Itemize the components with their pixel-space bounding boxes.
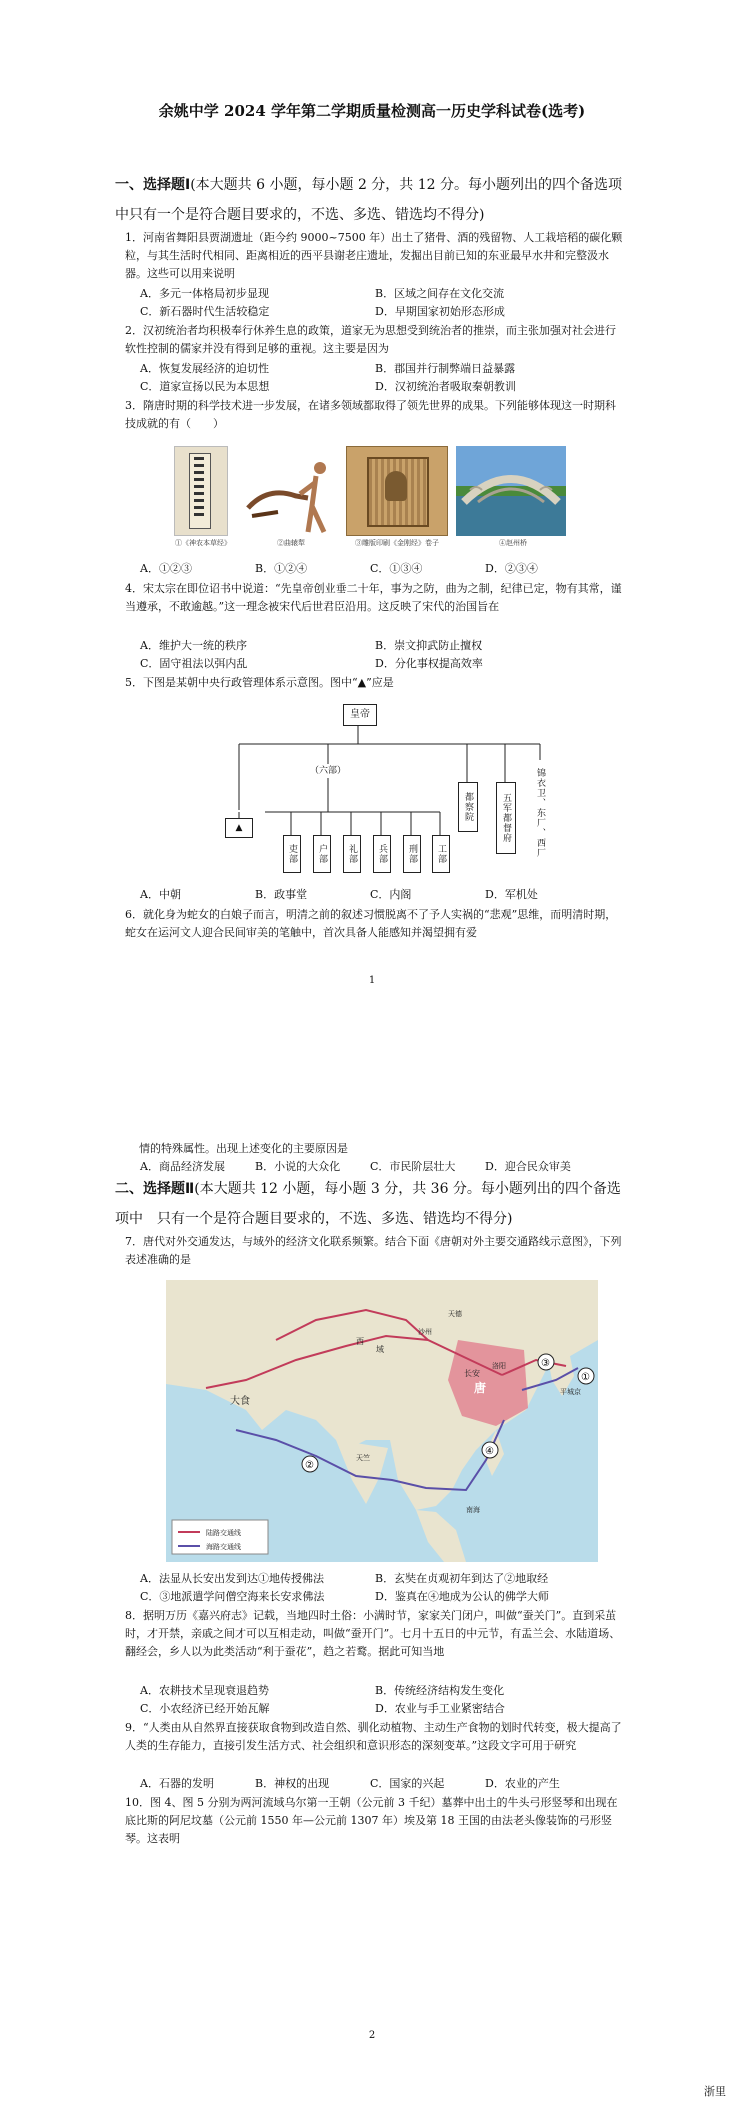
q2-option-a[interactable]: A．恢复发展经济的迫切性 (140, 362, 269, 375)
question-3-images (170, 446, 610, 551)
q2-option-b[interactable]: B．郡国并行制弊端日益暴露 (375, 362, 516, 375)
section1-heading-text: (本大题共 6 小题，每小题 2 分，共 12 分。每小题列出的四个备选项中只有一个是符合题目要求的，不选、多选、错选均不得分) (115, 177, 623, 223)
map-marker-4: ④ (485, 1446, 494, 1457)
question-8-options (140, 1682, 610, 1718)
q3-caption-3: ③雕版印刷《金刚经》卷子 (355, 539, 439, 547)
legend-sea-route: 海路交通线 (206, 1543, 241, 1551)
q1-option-a[interactable]: A．多元一体格局初步显现 (140, 287, 269, 300)
q6-option-d[interactable]: D．迎合民众审美 (485, 1160, 571, 1173)
map-label-yu: 域 (376, 1345, 384, 1354)
section2-heading (115, 1174, 630, 1234)
q4-option-a[interactable]: A．维护大一统的秩序 (140, 639, 247, 652)
diamond-sutra-print-image (346, 446, 448, 536)
q7-option-d[interactable]: D．鉴真在④地成为公认的佛学大师 (375, 1590, 549, 1603)
map-label-tang: 唐 (474, 1381, 487, 1395)
question-3-options (140, 560, 610, 578)
corner-watermark: 浙里 (704, 2085, 726, 2098)
q3-caption-1: ①《神农本草经》 (175, 539, 231, 547)
map-label-shazhou: 沙州 (418, 1328, 432, 1336)
question-1-options (140, 285, 610, 321)
section2-heading-bold: 二、选择题Ⅱ (115, 1181, 195, 1197)
ministry-war: 兵部 (373, 835, 391, 873)
triangle-box: ▲ (225, 818, 253, 838)
q5-option-d[interactable]: D．军机处 (485, 888, 538, 901)
q7-option-a[interactable]: A．法显从长安出发到达①地传授佛法 (140, 1572, 324, 1585)
question-5-stem: 5．下图是某朝中央行政管理体系示意图。图中“▲”应是 (125, 676, 394, 689)
map-label-nanhai: 南海 (466, 1506, 480, 1514)
ministry-justice: 刑部 (403, 835, 421, 873)
q5-option-c[interactable]: C．内阁 (370, 888, 412, 901)
q6-option-b[interactable]: B．小说的大众化 (255, 1160, 341, 1173)
ministry-rites: 礼部 (343, 835, 361, 873)
zhaozhou-bridge-image (456, 446, 566, 536)
q1-option-d[interactable]: D．早期国家初始形态形成 (375, 305, 505, 318)
q1-option-b[interactable]: B．区域之间存在文化交流 (375, 287, 505, 300)
ministry-personnel: 吏部 (283, 835, 301, 873)
duchayuan-box: 都察院 (458, 782, 478, 832)
q3-option-b[interactable]: B．①②④ (255, 562, 308, 575)
tang-routes-map (166, 1280, 598, 1562)
q5-option-b[interactable]: B．政事堂 (255, 888, 308, 901)
shennong-book-image (174, 446, 228, 536)
map-label-tiande: 天德 (448, 1310, 462, 1318)
question-5-options (140, 886, 610, 904)
map-label-dashi: 大食 (230, 1396, 250, 1407)
map-marker-3: ③ (541, 1358, 550, 1369)
q8-option-b[interactable]: B．传统经济结构发生变化 (375, 1684, 505, 1697)
question-4-stem: 4．宋太宗在即位诏书中说道：“先皇帝创业垂二十年，事为之防，曲为之制，纪律已定，物有其常，谨当遵承，不敢逾越。”这一理念被宋代后世君臣沿用。这反映了宋代的治国旨在 (125, 582, 622, 613)
q9-option-a[interactable]: A．石器的发明 (140, 1777, 214, 1790)
question-2-stem: 2．汉初统治者均积极奉行休养生息的政策，道家无为思想受到统治者的推崇，而主张加强对社会进行软性控制的儒家并没有得到足够的重视。这主要是因为 (125, 324, 616, 355)
wujun-box: 五军都督府 (496, 782, 516, 854)
q7-option-c[interactable]: C．③地派遣学问僧空海来长安求佛法 (140, 1590, 325, 1603)
question-10-stem: 10．图 4、图 5 分别为两河流域乌尔第一王朝（公元前 3 千纪）墓葬中出土的牛头弓形竖琴和出现在底比斯的阿尼坟墓（公元前 1550 年—公元前 1307 年）埃及第 18 王国的由法老头像装饰的弓形竖琴。这表明 (125, 1796, 618, 1845)
section2-heading-text: (本大题共 12 小题，每小题 3 分，共 36 分。每小题列出的四个备选项中 只有一个是符合题目要求的，不选、多选、错选均不得分) (115, 1181, 621, 1227)
q2-option-d[interactable]: D．汉初统治者吸取秦朝教训 (375, 380, 516, 393)
q8-option-c[interactable]: C．小农经济已经开始瓦解 (140, 1702, 270, 1715)
question-6-stem: 6．就化身为蛇女的白娘子而言，明清之前的叙述习惯脱离不了予人实祸的“悲观”思维，而明清时期，蛇女在运河文人迎合民间审美的笔触中，首次具备人能感知并渴望拥有爱 (125, 908, 617, 939)
q8-option-d[interactable]: D．农业与手工业紧密结合 (375, 1702, 505, 1715)
jinyiwei-label: 锦衣卫、东厂、西厂 (531, 760, 549, 866)
question-8-stem: 8．据明万历《嘉兴府志》记载，当地四时土俗：小满时节，家家关门闭户，叫做“蚕关门”。直到采茧时，才开禁，亲戚之间才可以互相走动，叫做“蚕开门”。七月十五日的中元节，有盂兰会、水陆道场、翻经会，乡人以为此类活动“利于蚕花”，趋之若鹜。据此可知当地 (125, 1609, 621, 1658)
section1-heading (115, 170, 630, 230)
q9-option-c[interactable]: C．国家的兴起 (370, 1777, 445, 1790)
map-label-tianzhu: 天竺 (356, 1454, 370, 1462)
q3-option-a[interactable]: A．①②③ (140, 562, 192, 575)
map-marker-2: ② (305, 1460, 314, 1471)
question-7-options (140, 1570, 610, 1606)
emperor-box: 皇帝 (343, 704, 377, 726)
question-3-stem: 3．隋唐时期的科学技术进一步发展，在诸多领域都取得了领先世界的成果。下列能够体现这一时期科技成就的有（ ） (125, 399, 616, 430)
question-9-stem: 9．“人类由从自然界直接获取食物到改造自然、驯化动植物、主动生产食物的划时代转变，极大提高了人类的生存能力，直接引发生活方式、社会组织和意识形态的深刻变革。”这段文字可用于研究 (125, 1721, 622, 1752)
q3-option-d[interactable]: D．②③④ (485, 562, 538, 575)
ministry-works: 工部 (432, 835, 450, 873)
q5-option-a[interactable]: A．中朝 (140, 888, 181, 901)
map-label-changan: 长安 (464, 1369, 480, 1378)
q3-caption-4: ④赵州桥 (499, 539, 527, 547)
q4-option-b[interactable]: B．崇文抑武防止擅权 (375, 639, 483, 652)
paper-title: 余姚中学 2024 学年第二学期质量检测高一历史学科试卷(选考) (158, 102, 586, 120)
page-number-1: 1 (368, 975, 376, 986)
question-4-options (140, 637, 610, 673)
q8-option-a[interactable]: A．农耕技术呈现衰退趋势 (140, 1684, 269, 1697)
page-number-2: 2 (368, 2030, 376, 2041)
question-1-stem: 1．河南省舞阳县贾湖遗址（距今约 9000~7500 年）出土了猪骨、酒的残留物、人工栽培稻的碳化颗粒，与其生活时代相同、距离相近的西平县谢老庄遗址，发掘出目前已知的东亚最早水井和完整汲水器。这些可以用来说明 (125, 231, 623, 280)
six-ministries-label: （六部） (295, 764, 361, 778)
question-2-options (140, 360, 610, 396)
map-label-luoyang: 洛阳 (492, 1362, 506, 1370)
q4-option-c[interactable]: C．固守祖法以弭内乱 (140, 657, 248, 670)
q9-option-d[interactable]: D．农业的产生 (485, 1777, 560, 1790)
question-9-options (140, 1775, 610, 1793)
q7-option-b[interactable]: B．玄奘在贞观初年到达了②地取经 (375, 1572, 549, 1585)
legend-land-route: 陆路交通线 (206, 1529, 241, 1537)
q6-option-c[interactable]: C．市民阶层壮大 (370, 1160, 456, 1173)
q1-option-c[interactable]: C．新石器时代生活较稳定 (140, 305, 270, 318)
q6-option-a[interactable]: A．商品经济发展 (140, 1160, 225, 1173)
curved-plough-image (238, 446, 338, 536)
q9-option-b[interactable]: B．神权的出现 (255, 1777, 330, 1790)
question-7-stem: 7．唐代对外交通发达，与域外的经济文化联系频繁。结合下面《唐朝对外主要交通路线示意图》，下列表述准确的是 (125, 1235, 622, 1266)
q3-option-c[interactable]: C．①③④ (370, 562, 423, 575)
map-label-xi: 西 (356, 1337, 364, 1346)
map-marker-1: ① (581, 1372, 590, 1383)
section1-heading-bold: 一、选择题Ⅰ (115, 177, 191, 193)
q4-option-d[interactable]: D．分化事权提高效率 (375, 657, 483, 670)
question-6-stem-continued: 情的特殊属性。出现上述变化的主要原因是 (139, 1142, 348, 1155)
ministry-revenue: 户部 (313, 835, 331, 873)
q2-option-c[interactable]: C．道家宣扬以民为本思想 (140, 380, 270, 393)
q3-caption-2: ②曲辕犁 (277, 539, 305, 547)
map-label-pingcheng: 平城京 (560, 1388, 581, 1396)
government-structure-diagram (225, 700, 555, 880)
